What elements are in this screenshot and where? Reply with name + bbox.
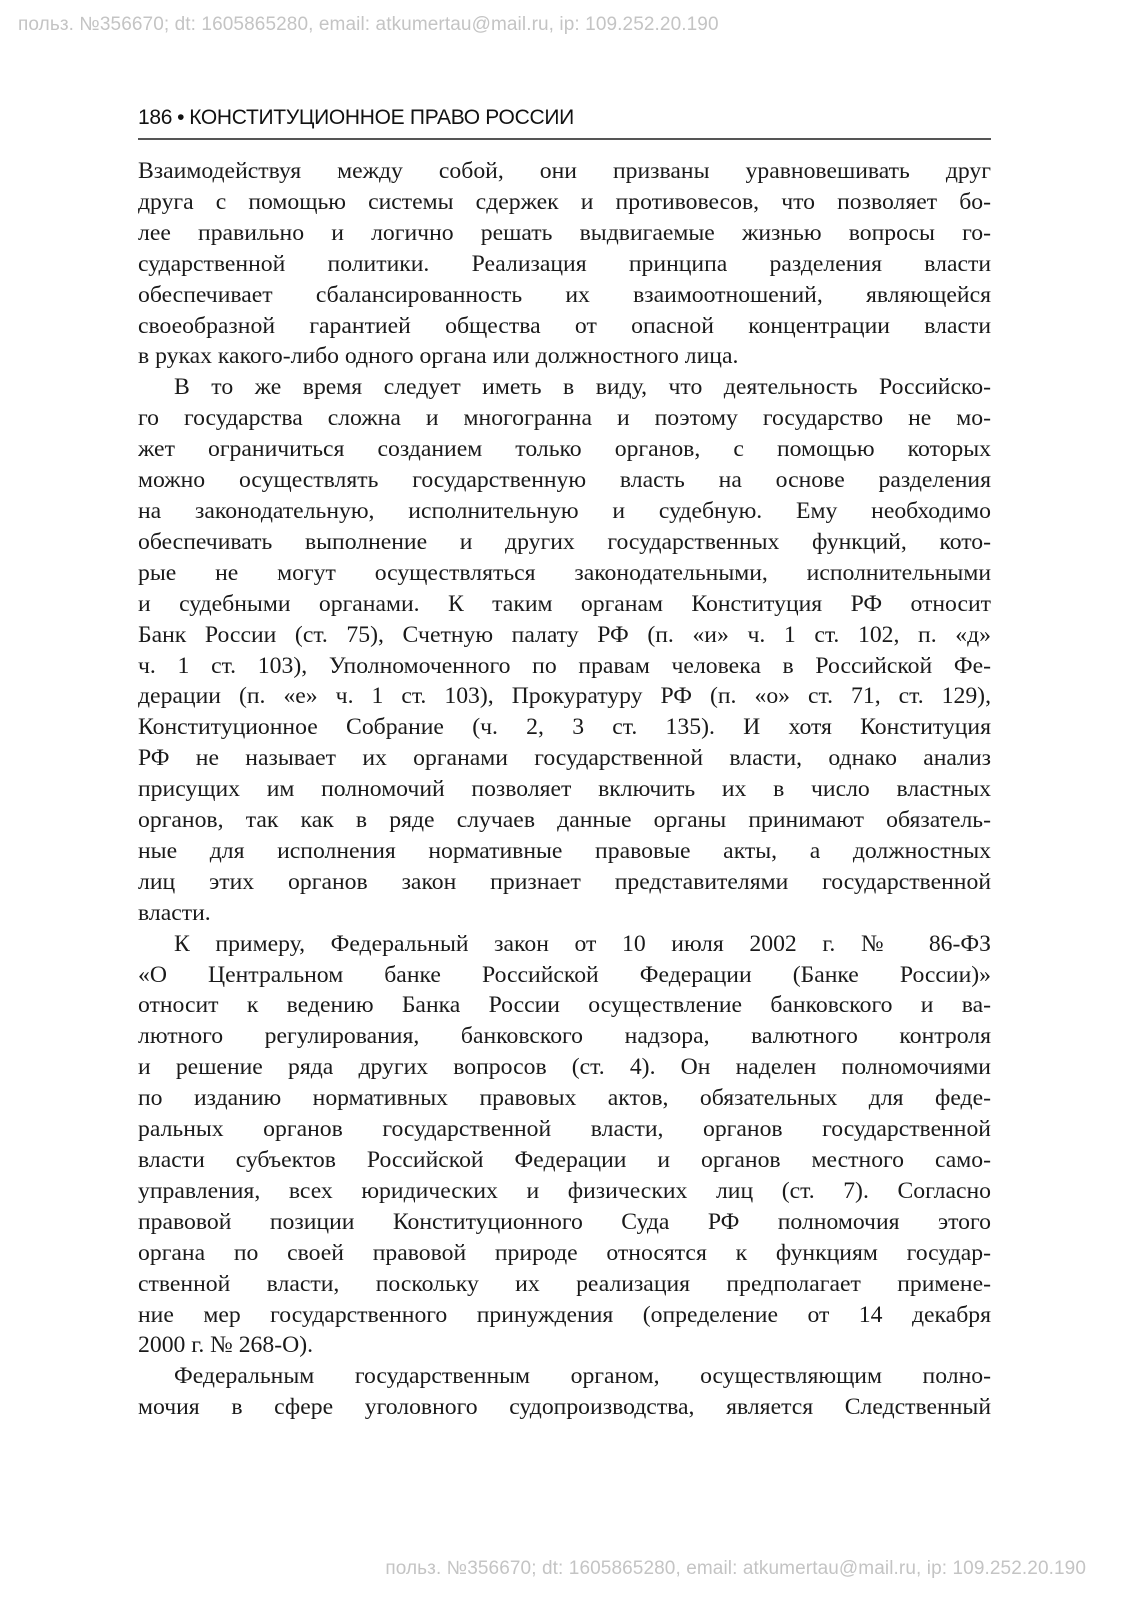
- text-line: ч. 1 ст. 103), Уполномоченного по правам человека в Российской Фе-: [138, 652, 991, 679]
- text-line: в руках какого-либо одного органа или должностного лица.: [138, 343, 739, 370]
- text-line: ральных органов государственной власти, органов государственной: [138, 1116, 991, 1143]
- text-line: и судебными органами. К таким органам Конституция РФ относит: [138, 590, 991, 617]
- book-title: КОНСТИТУЦИОННОЕ ПРАВО РОССИИ: [189, 106, 574, 129]
- text-line: ственной власти, поскольку их реализация предполагает примене-: [138, 1270, 991, 1297]
- text-line: обеспечивает сбалансированность их взаимоотношений, являющейся: [138, 281, 991, 308]
- text-line: мочия в сфере уголовного судопроизводства, является Следственный: [138, 1394, 991, 1421]
- text-line: можно осуществлять государственную власть на основе разделения: [138, 467, 991, 494]
- text-line: и решение ряда других вопросов (ст. 4). Он наделен полномочиями: [138, 1054, 991, 1081]
- text-line: власти.: [138, 899, 211, 926]
- text-line: Взаимодействуя между собой, они призваны уравновешивать друг: [138, 158, 991, 184]
- text-line: 2000 г. № 268-О).: [138, 1332, 314, 1359]
- text-line: сударственной политики. Реализация принципа разделения власти: [138, 250, 991, 277]
- text-line: на законодательную, исполнительную и судебную. Ему необходимо: [138, 497, 991, 524]
- text-line: обеспечивать выполнение и других государственных функций, кото-: [138, 528, 991, 555]
- text-line: органа по своей правовой природе относятся к функциям государ-: [138, 1239, 991, 1266]
- text-line: относит к ведению Банка России осуществление банковского и ва-: [138, 992, 991, 1019]
- text-line: лютного регулирования, банковского надзора, валютного контроля: [138, 1023, 991, 1050]
- text-line: органов, так как в ряде случаев данные органы принимают обязатель-: [138, 807, 991, 834]
- text-line: по изданию нормативных правовых актов, обязательных для феде-: [138, 1085, 991, 1112]
- text-line: своеобразной гарантией общества от опасной концентрации власти: [138, 312, 991, 339]
- text-line: лиц этих органов закон признает представителями государственной: [138, 868, 991, 895]
- text-line: друга с помощью системы сдержек и противовесов, что позволяет бо-: [138, 188, 991, 215]
- text-line: ные для исполнения нормативные правовые акты, а должностных: [138, 837, 991, 864]
- header-bullet: •: [177, 106, 185, 129]
- paragraph: [138, 372, 991, 928]
- text-line: РФ не называет их органами государственной власти, однако анализ: [138, 745, 991, 772]
- paragraph: [138, 156, 991, 372]
- text-line: правовой позиции Конституционного Суда РФ полномочия этого: [138, 1208, 991, 1235]
- text-line: «О Центральном банке Российской Федерации (Банке России)»: [138, 961, 991, 988]
- text-line: власти субъектов Российской Федерации и органов местного само-: [138, 1147, 991, 1173]
- text-line: рые не могут осуществляться законодательными, исполнительными: [138, 559, 991, 586]
- page-number: 186: [138, 106, 173, 129]
- watermark-bottom: польз. №356670; dt: 1605865280, email: atkumertau@mail.ru, ip: 109.252.20.190: [385, 1558, 1086, 1579]
- text-line: го государства сложна и многогранна и поэтому государство не мо-: [138, 405, 991, 432]
- text-line: Банк России (ст. 75), Счетную палату РФ (п. «и» ч. 1 ст. 102, п. «д»: [138, 621, 991, 648]
- text-line: Федеральным государственным органом, осуществляющим полно-: [174, 1363, 991, 1390]
- paragraph: [138, 929, 991, 1362]
- page-body: [138, 156, 991, 1423]
- text-line: присущих им полномочий позволяет включить их в число властных: [138, 776, 991, 803]
- running-head: [138, 106, 991, 140]
- text-line: К примеру, Федеральный закон от 10 июля 2002 г. № 86-ФЗ: [174, 930, 991, 957]
- text-line: дерации (п. «е» ч. 1 ст. 103), Прокуратуру РФ (п. «о» ст. 71, ст. 129),: [138, 683, 991, 710]
- text-line: жет ограничиться созданием только органов, с помощью которых: [138, 436, 991, 463]
- text-line: управления, всех юридических и физических лиц (ст. 7). Согласно: [138, 1177, 991, 1204]
- paragraph: [138, 1361, 991, 1423]
- watermark-top: польз. №356670; dt: 1605865280, email: atkumertau@mail.ru, ip: 109.252.20.190: [18, 14, 719, 35]
- text-line: ние мер государственного принуждения (определение от 14 декабря: [138, 1301, 991, 1328]
- text-line: В то же время следует иметь в виду, что деятельность Российско-: [174, 374, 991, 401]
- text-line: лее правильно и логично решать выдвигаемые жизнью вопросы го-: [138, 219, 991, 246]
- text-line: Конституционное Собрание (ч. 2, 3 ст. 135). И хотя Конституция: [138, 714, 991, 741]
